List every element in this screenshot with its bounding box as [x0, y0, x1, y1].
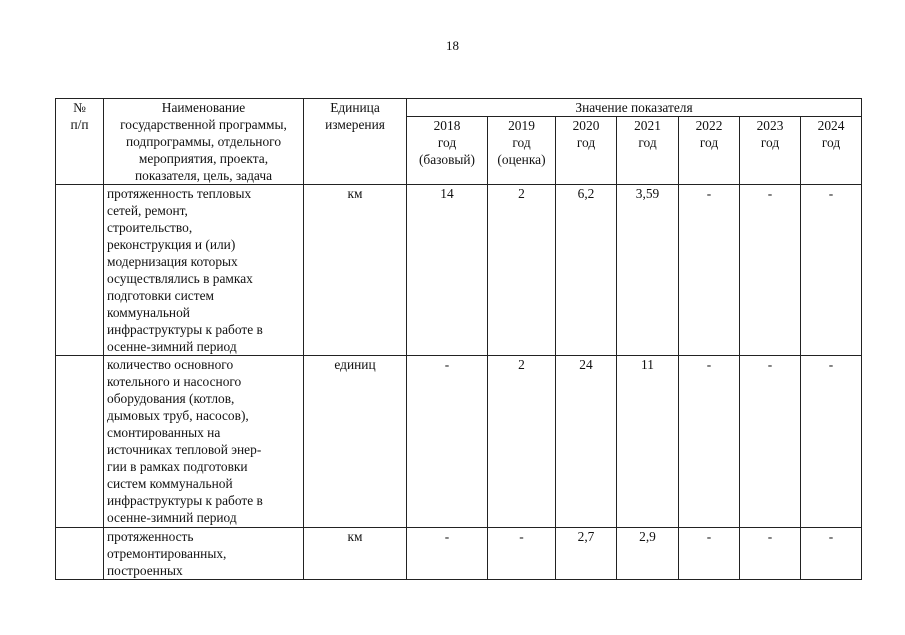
- row-unit: км: [304, 185, 407, 356]
- value-cell: -: [801, 356, 862, 528]
- header-year-2022: 2022 год: [679, 117, 740, 185]
- value-cell: 2: [488, 356, 556, 528]
- header-year-2021: 2021 год: [617, 117, 679, 185]
- header-year-2019: 2019 год (оценка): [488, 117, 556, 185]
- value-cell: -: [740, 528, 801, 580]
- value-cell: -: [488, 528, 556, 580]
- row-name: протяженность отремонтированных, построенных: [104, 528, 304, 580]
- value-cell: 2,9: [617, 528, 679, 580]
- value-cell: 2: [488, 185, 556, 356]
- table-row: [56, 356, 862, 528]
- row-name: протяженность тепловых сетей, ремонт, строительство, реконструкция и (или) модернизация которых осуществлялись в рамках подготовки систем коммунальной инфраструктуры к работе в осенне-зимний период: [104, 185, 304, 356]
- value-cell: 11: [617, 356, 679, 528]
- indicator-table: [55, 98, 862, 580]
- header-year-2024: 2024 год: [801, 117, 862, 185]
- table-row: [56, 528, 862, 580]
- row-num: [56, 528, 104, 580]
- header-indicator-value: Значение показателя: [407, 99, 862, 117]
- row-name: количество основного котельного и насосного оборудования (котлов, дымовых труб, насосов), смонтированных на источниках тепловой энер- гии в рамках подготовки систем коммунальной инфраструктуры к работе в осенне-зимний период: [104, 356, 304, 528]
- value-cell: 3,59: [617, 185, 679, 356]
- value-cell: -: [740, 185, 801, 356]
- value-cell: 14: [407, 185, 488, 356]
- header-unit: Единица измерения: [304, 99, 407, 185]
- row-unit: единиц: [304, 356, 407, 528]
- row-num: [56, 185, 104, 356]
- header-year-2018: 2018 год (базовый): [407, 117, 488, 185]
- value-cell: -: [801, 185, 862, 356]
- value-cell: 2,7: [556, 528, 617, 580]
- header-year-2020: 2020 год: [556, 117, 617, 185]
- row-num: [56, 356, 104, 528]
- value-cell: -: [801, 528, 862, 580]
- value-cell: -: [679, 528, 740, 580]
- page-number: 18: [446, 38, 459, 53]
- value-cell: -: [679, 356, 740, 528]
- value-cell: 24: [556, 356, 617, 528]
- value-cell: -: [740, 356, 801, 528]
- header-year-2023: 2023 год: [740, 117, 801, 185]
- value-cell: 6,2: [556, 185, 617, 356]
- header-name: Наименование государственной программы, подпрограммы, отдельного мероприятия, проекта, показателя, цель, задача: [104, 99, 304, 185]
- table-row: [56, 185, 862, 356]
- header-num: № п/п: [56, 99, 104, 185]
- value-cell: -: [679, 185, 740, 356]
- value-cell: -: [407, 528, 488, 580]
- row-unit: км: [304, 528, 407, 580]
- value-cell: -: [407, 356, 488, 528]
